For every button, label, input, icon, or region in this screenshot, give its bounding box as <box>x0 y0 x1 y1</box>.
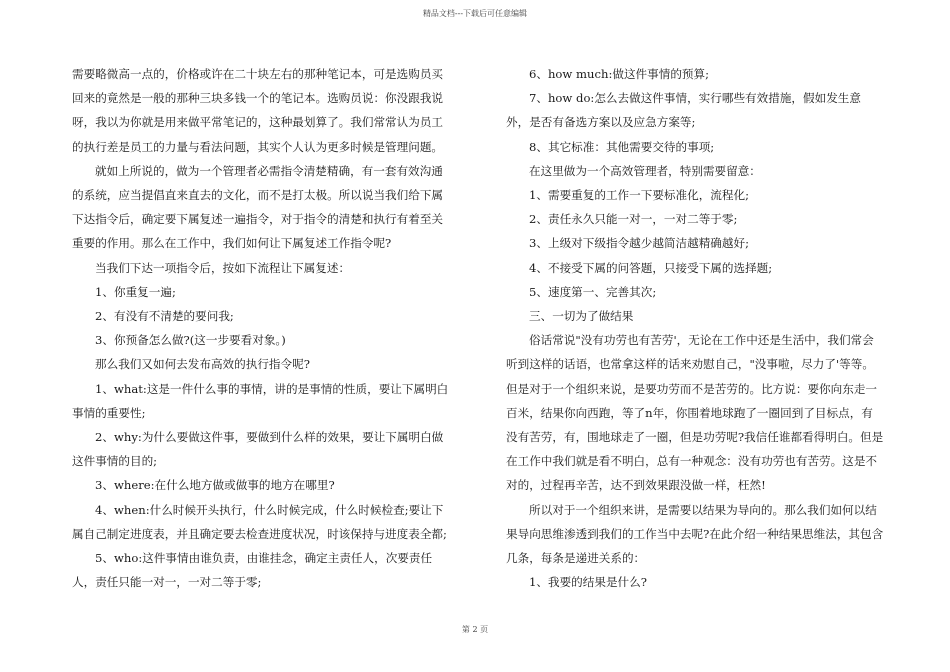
paragraph: 三、一切为了做结果 <box>529 309 634 324</box>
paragraph: 1、需要重复的工作一下要标准化，流程化; <box>529 188 749 203</box>
paragraph: 在这里做为一个高效管理者，特别需要留意： <box>529 163 761 178</box>
paragraph: 5、速度第一、完善其次; <box>529 284 657 299</box>
paragraph: 1、你重复一遍; <box>95 284 176 299</box>
paragraph: 那么我们又如何去发布高效的执行指令呢? <box>95 357 310 372</box>
page-header: 精品文档---下载后可任意编辑 <box>422 9 528 18</box>
paragraph: 4、when:什么时候开头执行，什么时候完成，什么时候检查;要让下属自己制定进度表，并且确定要去检查进度状况，时该保持与进度表全都; <box>72 502 447 541</box>
right-column <box>506 62 884 594</box>
paragraph: 2、有没有不清楚的要问我; <box>95 309 234 324</box>
paragraph: 7、how do:怎么去做这件事情，实行哪些有效措施，假如发生意外，是否有备选方案以及应急方案等; <box>506 91 861 130</box>
paragraph: 5、who:这件事情由谁负责，由谁挂念，确定主责任人，次要责任人，责任只能一对一，一对二等于零; <box>72 551 433 590</box>
paragraph: 1、what:这是一件什么事的事情，讲的是事情的性质，要让下属明白事情的重要性; <box>72 381 449 420</box>
paragraph: 2、责任永久只能一对一，一对二等于零; <box>529 212 738 227</box>
paragraph: 需要略微高一点的，价格或许在二十块左右的那种笔记本，可是选购员买回来的竟然是一般的那种三块多钱一个的笔记本。选购员说：你没跟我说呀，我以为你就是用来做平常笔记的，这种最划算了。我们常常认为员工的执行差是员工的力量与看法问题，其实个人认为更多时候是管理问题。 <box>72 67 444 154</box>
paragraph: 8、其它标准：其他需要交待的事项; <box>529 139 715 154</box>
paragraph: 就如上所说的，做为一个管理者必需指令清楚精确，有一套有效沟通的系统，应当提倡直来直去的文化，而不是打太极。所以说当我们给下属下达指令后，确定要下属复述一遍指令，对于指令的清楚和执行有着至关重要的作用。那么在工作中，我们如何让下属复述工作指令呢? <box>72 163 444 251</box>
paragraph: 俗话常说"没有功劳也有苦劳'，无论在工作中还是生活中，我们常会听到这样的话语，也常拿这样的话来劝慰自己，"没事啦，尽力了'等等。但是对于一个组织来说，是要功劳而不是苦劳的。比方说：要你向东走一百米，结果你向西跑，等了n年，你围着地球跑了一圈回到了目标点，有没有苦劳，有，围地球走了一圈，但是功劳呢?我信任谁都看得明白。但是在工作中我们就是看不明白，总有一种观念：没有功劳也有苦劳。这是不对的，过程再辛苦，达不到效果跟没做一样，枉然! <box>506 333 884 493</box>
paragraph: 2、why:为什么要做这件事，要做到什么样的效果，要让下属明白做这件事情的目的; <box>72 430 444 469</box>
paragraph: 当我们下达一项指令后，按如下流程让下属复述： <box>95 260 351 275</box>
paragraph: 3、上级对下级指令越少越简洁越精确越好; <box>529 236 749 251</box>
paragraph: 1、我要的结果是什么? <box>529 575 647 590</box>
paragraph: 3、where:在什么地方做或做事的地方在哪里? <box>95 478 335 493</box>
page-number: 第 2 页 <box>461 625 489 634</box>
left-column <box>72 62 450 594</box>
paragraph: 所以对于一个组织来讲，是需要以结果为导向的。那么我们如何以结果导向思维渗透到我们的工作当中去呢?在此介绍一种结果思维法，其包含几条，每条是递进关系的： <box>506 502 884 566</box>
paragraph: 4、不接受下属的问答题，只接受下属的选择题; <box>529 260 773 275</box>
paragraph: 3、你预备怎么做?(这一步要看对象。) <box>95 333 286 348</box>
paragraph: 6、how much:做这件事情的预算; <box>529 67 710 81</box>
